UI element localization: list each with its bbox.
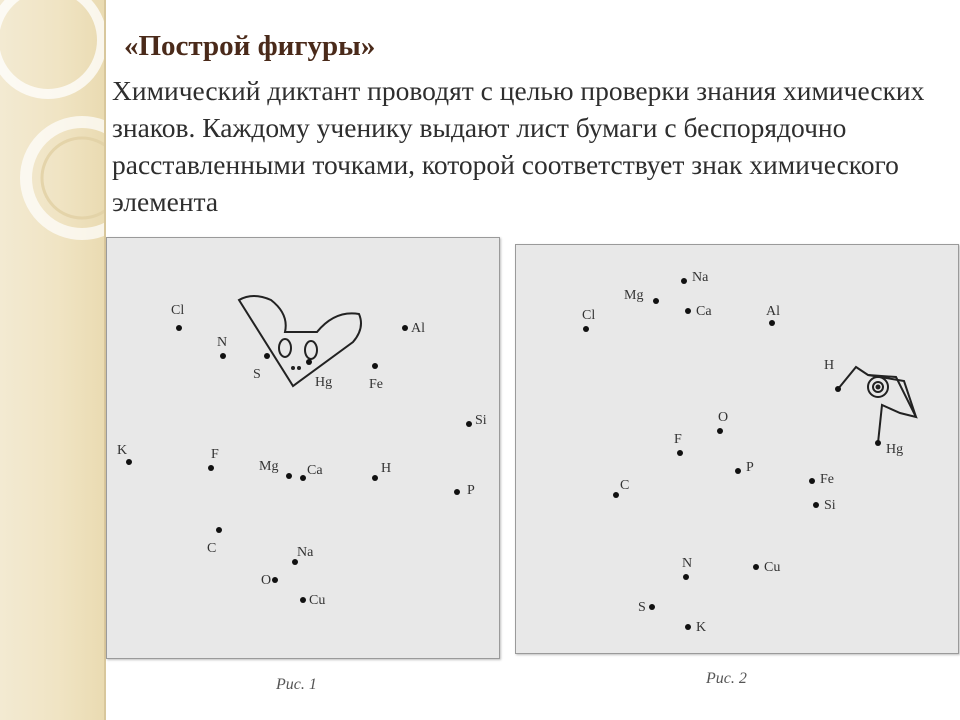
decorative-rings <box>0 0 104 300</box>
figure-1-panel <box>106 237 500 659</box>
f2-label-s: S <box>638 600 646 615</box>
f2-label-na: Na <box>692 270 709 285</box>
figure-2-drawing <box>516 245 958 653</box>
f2-label-h: H <box>824 358 835 373</box>
f1-label-hg: Hg <box>315 375 333 390</box>
f1-label-o: O <box>261 573 272 588</box>
f2-label-mg: Mg <box>624 288 644 303</box>
f1-label-mg: Mg <box>259 459 279 474</box>
f1-label-s: S <box>253 367 261 382</box>
f1-label-cl: Cl <box>171 303 185 318</box>
f1-label-f: F <box>211 447 219 462</box>
figure-2-points <box>583 278 881 630</box>
f1-label-fe: Fe <box>369 377 383 392</box>
f2-label-hg: Hg <box>886 442 904 457</box>
figure-1-caption: Рис. 1 <box>276 676 317 693</box>
figure-1-labels <box>117 303 487 608</box>
f1-label-cu: Cu <box>309 593 326 608</box>
f2-label-c: C <box>620 478 630 493</box>
f2-label-o: O <box>718 410 729 425</box>
f2-label-p: P <box>746 460 754 475</box>
f2-label-al: Al <box>766 304 780 319</box>
figure-1-drawing <box>107 238 499 658</box>
slide-title: «Построй фигуры» <box>124 30 376 62</box>
f1-label-k: K <box>117 443 128 458</box>
figure-2-caption: Рис. 2 <box>706 670 747 687</box>
f1-label-al: Al <box>411 321 425 336</box>
f1-label-na: Na <box>297 545 314 560</box>
f2-label-si: Si <box>824 498 836 513</box>
f2-label-k: K <box>696 620 707 635</box>
f2-label-fe: Fe <box>820 472 834 487</box>
f1-label-n: N <box>217 335 228 350</box>
f1-label-p: P <box>467 483 475 498</box>
figure-2-labels <box>582 270 903 635</box>
figure-2-panel <box>515 244 959 654</box>
f1-label-h: H <box>381 461 392 476</box>
f1-label-c: C <box>207 541 217 556</box>
slide-description: Химический диктант проводят с целью проверки знания химических знаков. Каждому ученику выдают лист бумаги с беспорядочно расставленными точками, которой соответствует знак химического элемента <box>112 75 925 217</box>
f2-label-ca: Ca <box>696 304 712 319</box>
f1-label-ca: Ca <box>307 463 323 478</box>
f1-label-si: Si <box>475 413 487 428</box>
f2-label-cu: Cu <box>764 560 781 575</box>
f2-label-cl: Cl <box>582 308 596 323</box>
figure-2-bird-shape <box>838 367 916 443</box>
f2-label-f: F <box>674 432 682 447</box>
f2-label-n: N <box>682 556 693 571</box>
decorative-sidebar <box>0 0 104 720</box>
